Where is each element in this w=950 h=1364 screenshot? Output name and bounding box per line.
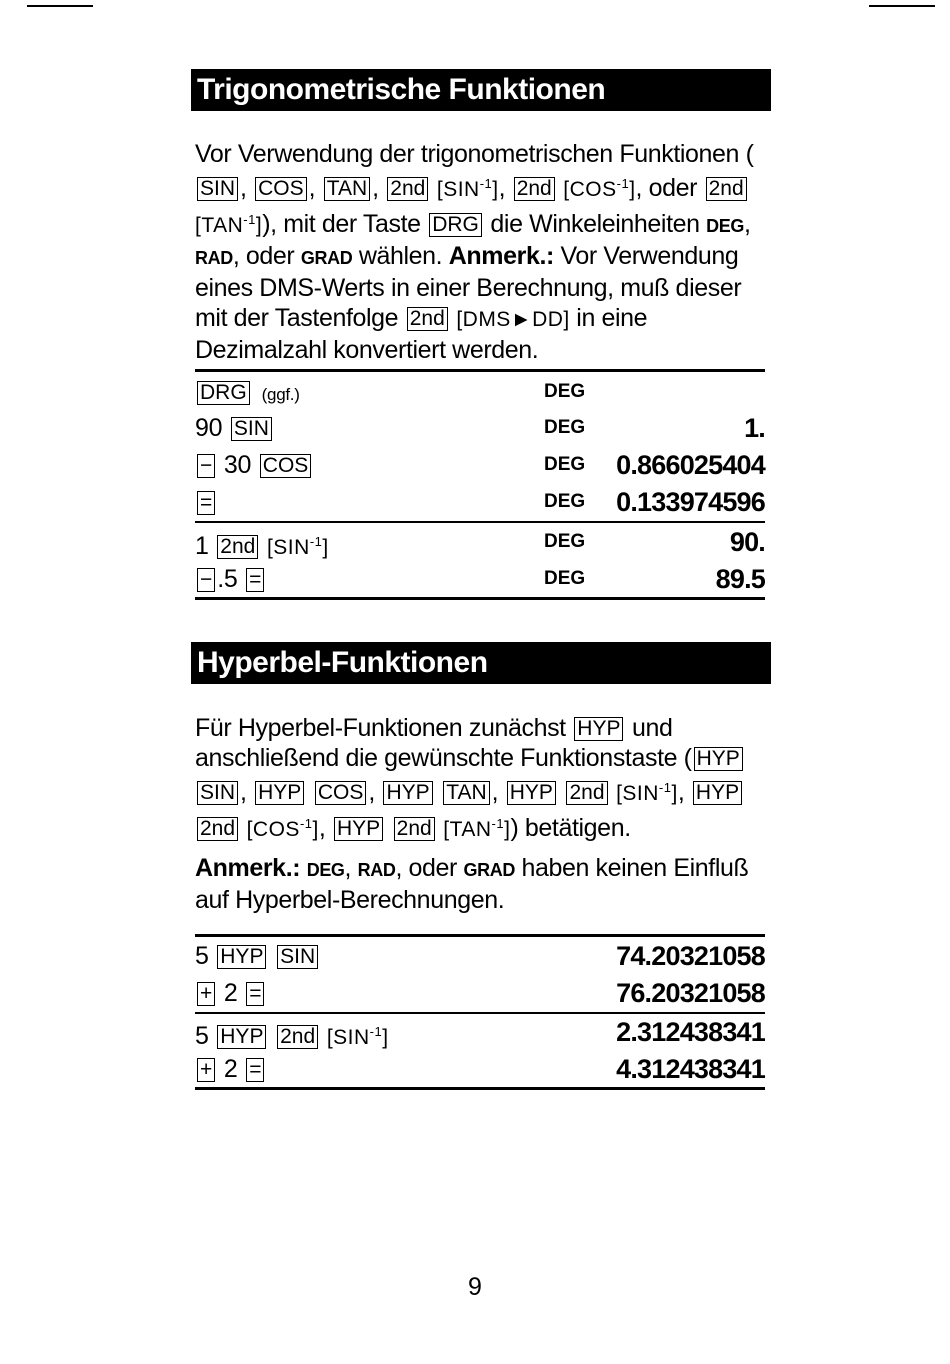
bracket-key-dms-dd: [DMS►DD] [456,308,570,331]
crop-mark-left [27,5,93,7]
label-grad: GRAD [300,248,353,268]
key-sin: SIN [277,945,318,969]
table-row: + 2 = 4.312438341 [195,1051,765,1087]
bracket-key-sin-inverse: $[SIN^{-1}]$ [266,534,329,559]
table-bottom-rule [195,597,765,600]
hyp-intro-paragraph: Für Hyperbel-Funktionen zunächst HYP und anschließend die gewünschte Funktionstaste ( HYP SIN , HYP COS , HYP TAN , HYP 2nd $[SIN^{-1}]$, HYP 2nd $[COS^{-1}]$, HYP 2nd $[TAN^{-1}]$) betätigen. [195,713,770,845]
bracket-key-sin-inverse: $[SIN^{-1}]$ [436,176,499,201]
display-result: 2.312438341 [616,1017,765,1047]
page-number: 9 [468,1273,482,1301]
key-2nd: 2nd [197,817,238,841]
bracket-key-cos-inverse: $[COS^{-1}]$ [563,176,636,201]
table-row [195,374,765,410]
key-hyp: HYP [693,781,742,805]
label-rad: RAD [357,860,396,880]
key-2nd: 2nd [514,177,555,201]
display-result: 90. [729,527,765,557]
key-hyp: HYP [334,817,383,841]
key-2nd: 2nd [706,177,747,201]
bracket-key-cos-inverse: $[COS^{-1}]$ [246,816,319,841]
key-drg: DRG [429,213,482,237]
note-label: Anmerk.: [195,854,301,882]
row-note: (ggf.) [261,385,300,404]
key-minus: − [197,568,215,592]
label-rad: RAD [195,248,233,268]
table-row [195,484,765,520]
table-top-rule [195,934,765,937]
table-row: − .5 = DEG 89.5 [195,561,765,597]
table-row: 5 HYP SIN 74.20321058 [195,938,765,974]
table-row: + 2 = 76.20321058 [195,975,765,1011]
key-sin: SIN [231,417,272,441]
key-2nd: 2nd [277,1025,318,1049]
display-result: 1. [744,413,765,443]
key-2nd: 2nd [394,817,435,841]
table-row: 5 HYP 2nd $[SIN^{-1}]$ 2.312438341 [195,1014,765,1050]
mode-indicator: DEG [544,454,586,475]
display-result: 0.133974596 [616,487,765,517]
hyp-note-paragraph: Anmerk.: DEG, RAD, oder GRAD haben keinen Einfluß auf Hyperbel-Berechnungen. [195,854,749,914]
table-row: − 30 COS DEG 0.866025404 [195,447,765,483]
display-result: 0.866025404 [616,450,765,480]
label-deg: DEG [306,860,345,880]
key-hyp: HYP [255,781,304,805]
key-equals: = [246,1058,264,1082]
mode-indicator: DEG [544,568,586,589]
key-2nd: 2nd [387,177,428,201]
key-sin: SIN [197,781,238,805]
table-top-rule [195,369,765,372]
key-hyp: HYP [383,781,432,805]
crop-mark-right [869,5,935,7]
key-tan: TAN [324,177,370,201]
key-cos: COS [260,454,312,478]
key-cos: COS [255,177,307,201]
section-title-trig: Trigonometrische Funktionen [191,69,771,111]
key-cos: COS [315,781,367,805]
label-grad: GRAD [463,860,515,880]
mode-indicator: DEG [544,417,586,438]
label-deg: DEG [706,216,744,236]
mode-indicator: DEG [544,381,586,402]
bracket-key-sin-inverse: $[SIN^{-1}]$ [326,1024,389,1049]
key-plus: + [197,1058,215,1082]
section-title-hyp: Hyperbel-Funktionen [191,642,771,684]
bracket-key-sin-inverse: $[SIN^{-1}]$ [616,780,678,805]
key-2nd: 2nd [217,535,258,559]
key-2nd: 2nd [407,307,448,331]
key-equals: = [197,491,215,515]
table-row: 90 SIN DEG 1. [195,410,765,446]
key-hyp: HYP [694,747,743,771]
key-hyp: HYP [507,781,556,805]
key-sin: SIN [197,177,238,201]
table-bottom-rule [195,1087,765,1090]
display-result: 4.312438341 [616,1054,765,1084]
key-hyp: HYP [574,717,623,741]
key-drg: DRG [197,381,250,405]
key-2nd: 2nd [566,781,607,805]
table-divider [195,521,765,523]
key-equals: = [246,982,264,1006]
mode-indicator: DEG [544,531,586,552]
key-plus: + [197,982,215,1006]
trig-intro-paragraph: Vor Verwendung der trigonometrischen Funktionen (SIN , COS , TAN , 2nd $[SIN^{-1}]$, 2nd $[COS^{-1}]$, oder 2nd $[TAN^{-1}]$), mit der Taste DRG die Winkeleinheiten DEG, RAD, oder GRAD wählen. Anmerk.: Vor Verwendung eines DMS-Werts in einer Berechnung, muß dieser mit der Tastenfolge 2nd [DMS►DD] in eine Dezimalzahl konvertiert werden. [195,140,754,364]
table-row: 1 2nd $[SIN^{-1}]$ DEG 90. [195,524,765,560]
bracket-key-tan-inverse: $[TAN^{-1}]$ [195,212,263,237]
bracket-key-tan-inverse: $[TAN^{-1}]$ [443,816,511,841]
mode-indicator: DEG [544,491,586,512]
note-label: Anmerk.: [448,242,554,270]
display-result: 74.20321058 [616,941,765,971]
key-hyp: HYP [217,945,266,969]
key-hyp: HYP [217,1025,266,1049]
display-result: 89.5 [715,564,765,594]
key-equals: = [246,568,264,592]
key-minus: − [197,454,215,478]
key-tan: TAN [443,781,489,805]
display-result: 76.20321058 [616,978,765,1008]
